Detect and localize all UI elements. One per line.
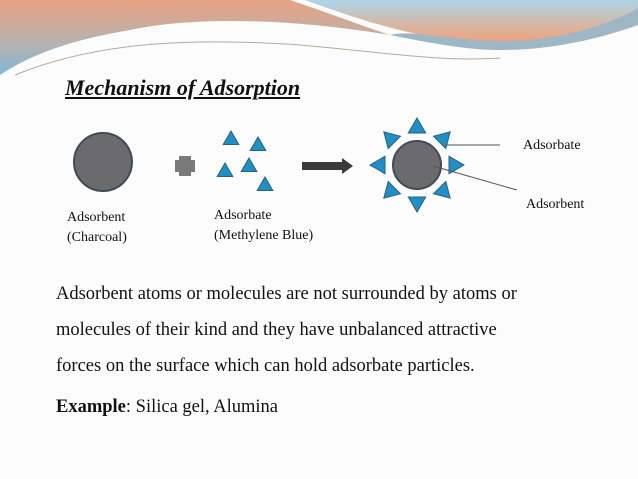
adsorbate-triangle	[217, 163, 233, 177]
body-line: Adsorbent atoms or molecules are not surrounded by atoms or	[56, 284, 517, 304]
right-arrow-icon	[302, 158, 353, 174]
adsorbent-label-name: Adsorbent	[67, 210, 126, 225]
adsorbate-label-name: Adsorbate	[214, 208, 272, 223]
adsorbate-triangle	[408, 197, 425, 212]
example-line	[56, 397, 278, 418]
adsorbate-triangle	[384, 132, 401, 149]
adsorbent-label	[67, 208, 127, 248]
callout-adsorbate: Adsorbate	[523, 138, 581, 153]
adsorbate-triangle	[370, 156, 385, 173]
example-label: Example	[56, 397, 126, 417]
plus-icon	[175, 156, 195, 176]
header-wave	[0, 0, 638, 75]
adsorbate-triangle	[384, 182, 401, 199]
adsorbate-triangle	[241, 158, 257, 172]
example-text: : Silica gel, Alumina	[125, 397, 278, 417]
adsorbate-triangle	[223, 131, 239, 145]
slide-title: Mechanism of Adsorption	[65, 75, 301, 100]
callout-adsorbent: Adsorbent	[526, 197, 585, 212]
adsorbate-label-example: (Methylene Blue)	[214, 228, 314, 243]
adsorption-complex	[370, 118, 464, 212]
adsorbate-triangle	[257, 177, 273, 191]
adsorbate-triangle	[434, 182, 451, 199]
adsorbate-particles	[217, 131, 273, 191]
adsorbate-triangle	[408, 118, 425, 133]
body-line: forces on the surface which can hold adsorbate particles.	[56, 356, 475, 376]
adsorbent-label-example: (Charcoal)	[67, 230, 127, 245]
adsorbent-circle	[74, 133, 132, 191]
body-line: molecules of their kind and they have unbalanced attractive	[56, 320, 497, 340]
adsorbate-label	[214, 206, 313, 246]
adsorbate-triangle	[434, 132, 451, 149]
adsorbate-triangle	[250, 137, 266, 151]
